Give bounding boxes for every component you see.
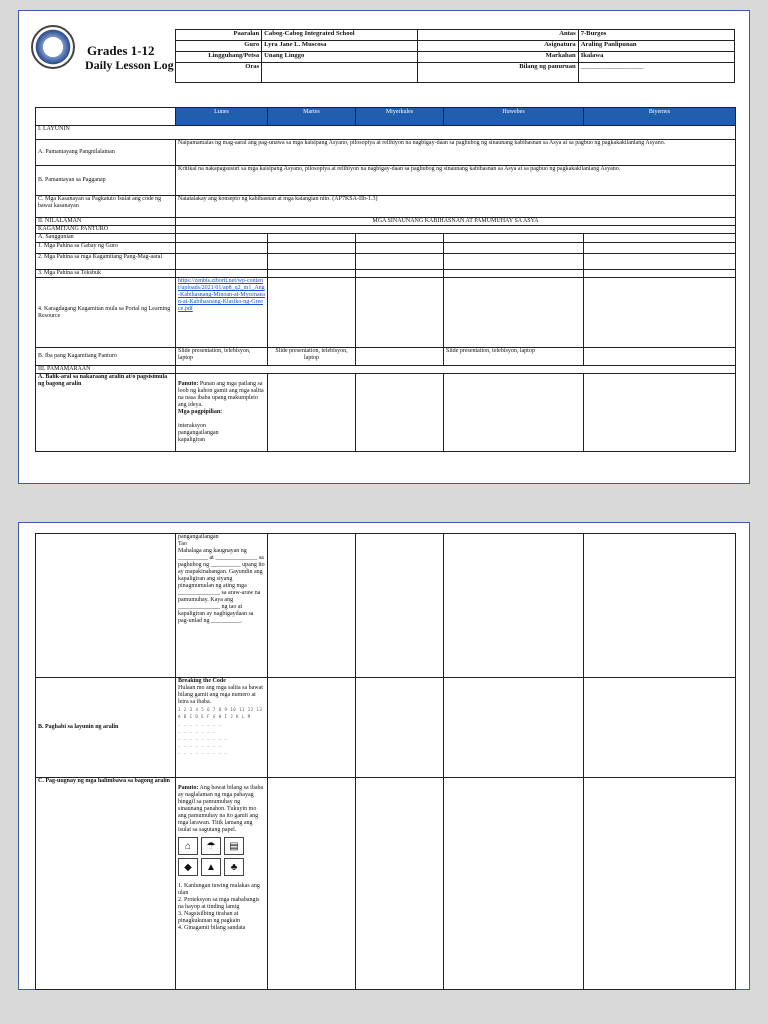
lesson-table-continued <box>35 533 736 990</box>
tree-icon: ♣ <box>224 858 244 876</box>
value-bilang: ___________________ <box>578 63 734 83</box>
label-learning-resource: 4. Karagdagang Kagamitan mula sa Portal ng Learning Resource <box>36 278 176 348</box>
text-nilalaman: MGA SINAUNANG KABIHASNAN AT PAMUMUHAY SA ASYA <box>176 218 736 226</box>
label-teksbuk: 3. Mga Pahina sa Teksbuk <box>36 270 176 278</box>
learning-resource-link[interactable]: https://zenbis.ziborit.net/wp-content/uploads/2021/01/ap8_q2_m1_Ang-Kabihasnang-Minoan-at-Mycenaean-at-Kabihasnang-Klasiko-ng-Greece.pdf <box>178 278 265 312</box>
label-oras: Oras <box>176 63 262 83</box>
label-pamantayan-pagganap: B. Pamantayan sa Pagganap <box>36 166 176 196</box>
ibapang-mon: Slide presentation, telebisyon, laptop <box>176 348 268 366</box>
value-guro: Lyra Jane L. Muscosa <box>262 41 418 52</box>
label-kasanayan: C. Mga Kasanayan sa Pagkatuto Isulat ang code ng bawat kasanayan <box>36 196 176 218</box>
code-line: _ _ _ _ _ _ _ _ <box>178 721 222 726</box>
label-pag-uugnay: C. Pag-uugnay ng mga halimbawa sa bagong aralin <box>36 778 176 990</box>
header-info-table <box>175 29 735 83</box>
label-guro: Guro <box>176 41 262 52</box>
text-pamantayang-pangnilalaman: Naipamamalas ng mag-aaral ang pag-unawa sa mga kaisipang Asyano, pilosopiya at relihiyon na nagbigay-daan sa paghubog ng sinaunang kabihasnan sa Asya at sa pagbuo ng pagkakakilanlang Asyano. <box>176 140 736 166</box>
ibapang-thu: Slide presentation, telebisyon, laptop <box>444 348 584 366</box>
section-layunin: I. LAYUNIN <box>36 126 736 140</box>
label-pamantayang-pangnilalaman: A. Pamantayang Pangnilalaman <box>36 140 176 166</box>
text-pamantayan-pagganap: Kritikal na nakapagsusuri sa mga kaisipang Asyano, pilosopiya at relihiyon na nagbigay-daan sa paghubog ng sinaunang kabihasnan sa Asya at sa pagbuo ng pagkakakilanlang Asyano. <box>176 166 736 196</box>
breaking-code-title: Breaking the Code <box>178 678 226 684</box>
page-1 <box>18 10 750 484</box>
panuto-text: Punan ang mga patlang sa loob ng kahon gamit ang mga salita na nasa ibaba upang makumpleto ang ideya. <box>178 381 264 408</box>
code-line: _ _ _ _ _ _ _ _ <box>178 742 222 747</box>
title-line-1: Grades 1-12 <box>87 43 155 58</box>
book-icon: ▤ <box>224 837 244 855</box>
day-header-fri: Biyernes <box>584 108 736 126</box>
label-lingguhan: Lingguhang/Petsa <box>176 52 262 63</box>
value-markahan: Ikalawa <box>578 52 734 63</box>
panuto-label-c: Panuto: <box>178 785 199 791</box>
label-bilang: Bilang ng panuruan <box>418 63 578 83</box>
code-line: _ _ _ _ _ _ _ _ _ <box>178 749 228 754</box>
panuto-text-c: Ang bawat bilang sa ibaba ay naglalaman ng mga pahayag hinggil sa pamumuhay ng sinaunang panahon. Tukuyin mo ang pamumuhay na ito gamit ang mga larawan. Titik lamang ang isulat sa sagutang papel. <box>178 785 264 833</box>
text-kasanayan: Natatalakay ang konsepto ng kabihasnan at mga katangian nito. (AP7KSA-IIb-1.3) <box>176 196 736 218</box>
continued-fill-text: pangangailangan Tao Mahalaga ang kaugnayan ng __________ at ______________ sa paghubog ng __________ upang ito ay mapakinabangan. Gayundin ang kapaligiran ang siyang pinagmumulan ng ating mga ______________ sa araw-araw na pamumuhay. Kaya ang ______________ ng tao at kapaligiran ay nagbigaydaan sa pag-unlad ng __________. <box>176 534 268 678</box>
label-sanggunian: A. Sanggunian <box>36 234 176 243</box>
label-nilalaman: II. NILALAMAN <box>36 218 176 226</box>
label-iba-pang-kagamitan: B. Iba pang Kagamitang Panturo <box>36 348 176 366</box>
label-balik-aral: A. Balik-aral sa nakaraang aralin at/o pagsisimula ng bagong aralin <box>36 374 176 452</box>
day-header-thu: Huwebes <box>444 108 584 126</box>
value-asignatura: Araling Panlipunan <box>578 41 734 52</box>
lesson-table <box>35 107 736 452</box>
house-icon: ▲ <box>201 858 221 876</box>
picture-choices <box>178 837 265 876</box>
code-line: 1 2 3 4 5 6 7 8 9 10 11 12 13 <box>178 707 263 712</box>
value-antas: 7-Burgos <box>578 30 734 41</box>
statement-list: 1. Kanlungan tuwing malakas ang ulan 2. Proteksyon sa mga mababangis na hayop at tinding lamig 3. Nagsisilbing tirahan at pinagkukunan ng pagkain 4. Ginagamit bilang sandata <box>178 883 260 931</box>
fish-icon: ◆ <box>178 858 198 876</box>
umbrella-icon: ☂ <box>201 837 221 855</box>
label-kagamitan: KAGAMITANG PANTURO <box>36 226 176 234</box>
ibapang-tue: Slide presentation, telebisyon, laptop <box>268 348 356 366</box>
label-kagamitang-mag-aaral: 2. Mga Pahina sa mga Kagamitang Pang-Mag-aaral <box>36 254 176 270</box>
code-line: A B C D E F G H I J K L M <box>178 714 251 719</box>
label-asignatura: Asignatura <box>418 41 578 52</box>
choices-list: interaksyon pangangailangan kapaligiran <box>178 423 219 443</box>
title-line-2: Daily Lesson Log <box>85 58 174 72</box>
page-2 <box>18 522 750 990</box>
code-table <box>178 706 265 755</box>
code-line: _ _ _ _ _ _ _ _ _ <box>178 735 228 740</box>
panuto-label: Panuto: <box>178 381 199 387</box>
code-line: _ _ _ _ _ _ _ <box>178 728 216 733</box>
label-paghabi: B. Paghabi sa layunin ng aralin <box>36 678 176 778</box>
day-header-mon: Lunes <box>176 108 268 126</box>
choices-label: Mga pagpipilian: <box>178 409 223 415</box>
label-gabay-guro: 1. Mga Pahina sa Gabay ng Guro <box>36 243 176 254</box>
page-title <box>85 43 174 73</box>
value-oras <box>262 63 418 83</box>
day-header-wed: Miyerkules <box>356 108 444 126</box>
day-header-tue: Martes <box>268 108 356 126</box>
label-pamamaraan: III. PAMAMARAAN <box>36 366 176 374</box>
breaking-code-text: Hulaan mo ang mga salita sa bawat bilang gamit ang mga numero at letra sa ibaba. <box>178 685 263 705</box>
value-paaralan: Cabog-Cabog Integrated School <box>262 30 418 41</box>
label-markahan: Markahan <box>418 52 578 63</box>
value-lingguhan: Unang Linggo <box>262 52 418 63</box>
label-paaralan: Paaralan <box>176 30 262 41</box>
label-antas: Antas <box>418 30 578 41</box>
hut-icon: ⌂ <box>178 837 198 855</box>
deped-seal-logo <box>31 25 75 69</box>
